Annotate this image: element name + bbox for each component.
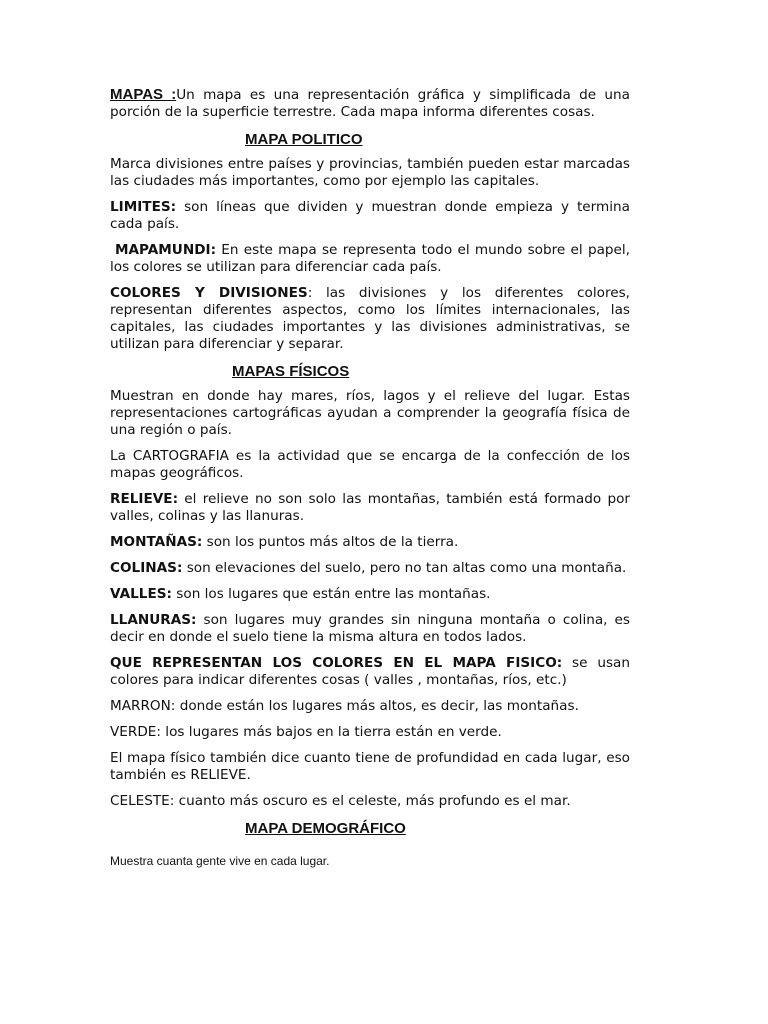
valles-label: VALLES:: [110, 586, 172, 602]
limites-text: son líneas que dividen y muestran donde empieza y termina cada país.: [110, 199, 630, 232]
heading-mapa-demografico: MAPA DEMOGRÁFICO: [245, 820, 406, 837]
montanas-label: MONTAÑAS:: [110, 534, 203, 550]
mapamundi-text: En este mapa se representa todo el mundo sobre el papel, los colores se utilizan para diferenciar cada país.: [110, 242, 630, 275]
intro-paragraph: [110, 86, 630, 121]
cartografia-paragraph: La CARTOGRAFIA es la actividad que se encarga de la confección de los mapas geográficos.: [110, 448, 630, 481]
colores-fisico-paragraph: [110, 655, 630, 689]
intro-text: Un mapa es una representación gráfica y simplificada de una porción de la superficie terrestre. Cada mapa informa diferentes cosas.: [110, 87, 630, 120]
celeste-paragraph: CELESTE: cuanto más oscuro es el celeste, más profundo es el mar.: [110, 793, 571, 809]
mapamundi-paragraph: [110, 242, 630, 276]
marron-paragraph: MARRON: donde están los lugares más altos, es decir, las montañas.: [110, 698, 579, 714]
politico-paragraph: Marca divisiones entre países y provincias, también pueden estar marcadas las ciudades más importantes, como por ejemplo las capitales.: [110, 156, 630, 189]
valles-text: son los lugares que están entre las montañas.: [171, 586, 491, 602]
verde-paragraph: VERDE: los lugares más bajos en la tierra están en verde.: [110, 724, 502, 740]
limites-label: LIMITES:: [110, 199, 177, 215]
heading-mapas-fisicos: [110, 362, 630, 382]
montanas-paragraph: [110, 534, 630, 551]
llanuras-paragraph: [110, 612, 630, 646]
relieve-paragraph: [110, 491, 630, 525]
demografico-paragraph: Muestra cuanta gente vive en cada lugar.: [110, 854, 330, 868]
valles-paragraph: [110, 586, 630, 603]
llanuras-text: son lugares muy grandes sin ninguna montaña o colina, es decir en donde el suelo tiene la misma altura en todos lados.: [110, 612, 630, 645]
colores-text: : las divisiones y los diferentes colores, representan diferentes aspectos, como los límites internacionales, las capitales, las ciudades importantes y las divisiones administrativas, se utilizan para diferenciar y separar.: [110, 285, 631, 352]
heading-mapas-fisicos-text: MAPAS FÍSICOS: [232, 363, 350, 380]
profundidad-paragraph: El mapa físico también dice cuanto tiene de profundidad en cada lugar, eso también es RELIEVE.: [110, 750, 630, 783]
limites-paragraph: [110, 199, 630, 233]
heading-mapa-politico: MAPA POLITICO: [245, 131, 363, 148]
document-body: [110, 86, 630, 879]
colinas-paragraph: [110, 560, 630, 577]
relieve-label: RELIEVE:: [110, 491, 179, 507]
colinas-label: COLINAS:: [110, 560, 183, 576]
intro-title: MAPAS :: [110, 86, 177, 103]
relieve-text: el relieve no son solo las montañas, también está formado por valles, colinas y las llanuras.: [110, 491, 630, 524]
colores-paragraph: [110, 285, 630, 353]
colinas-text: son elevaciones del suelo, pero no tan altas como una montaña.: [182, 560, 627, 576]
colores-label: COLORES Y DIVISIONES: [110, 285, 308, 301]
montanas-text: son los puntos más altos de la tierra.: [202, 534, 459, 550]
colores-fisico-text: se usan colores para indicar diferentes cosas ( valles , montañas, ríos, etc.): [110, 655, 631, 688]
fisicos-paragraph: Muestran en donde hay mares, ríos, lagos y el relieve del lugar. Estas representaciones cartográficas ayudan a comprender la geografía física de una región o país.: [110, 388, 630, 438]
mapamundi-label: MAPAMUNDI:: [115, 242, 217, 258]
colores-fisico-label: QUE REPRESENTAN LOS COLORES EN EL MAPA FISICO:: [110, 655, 563, 671]
llanuras-label: LLANURAS:: [110, 612, 197, 628]
